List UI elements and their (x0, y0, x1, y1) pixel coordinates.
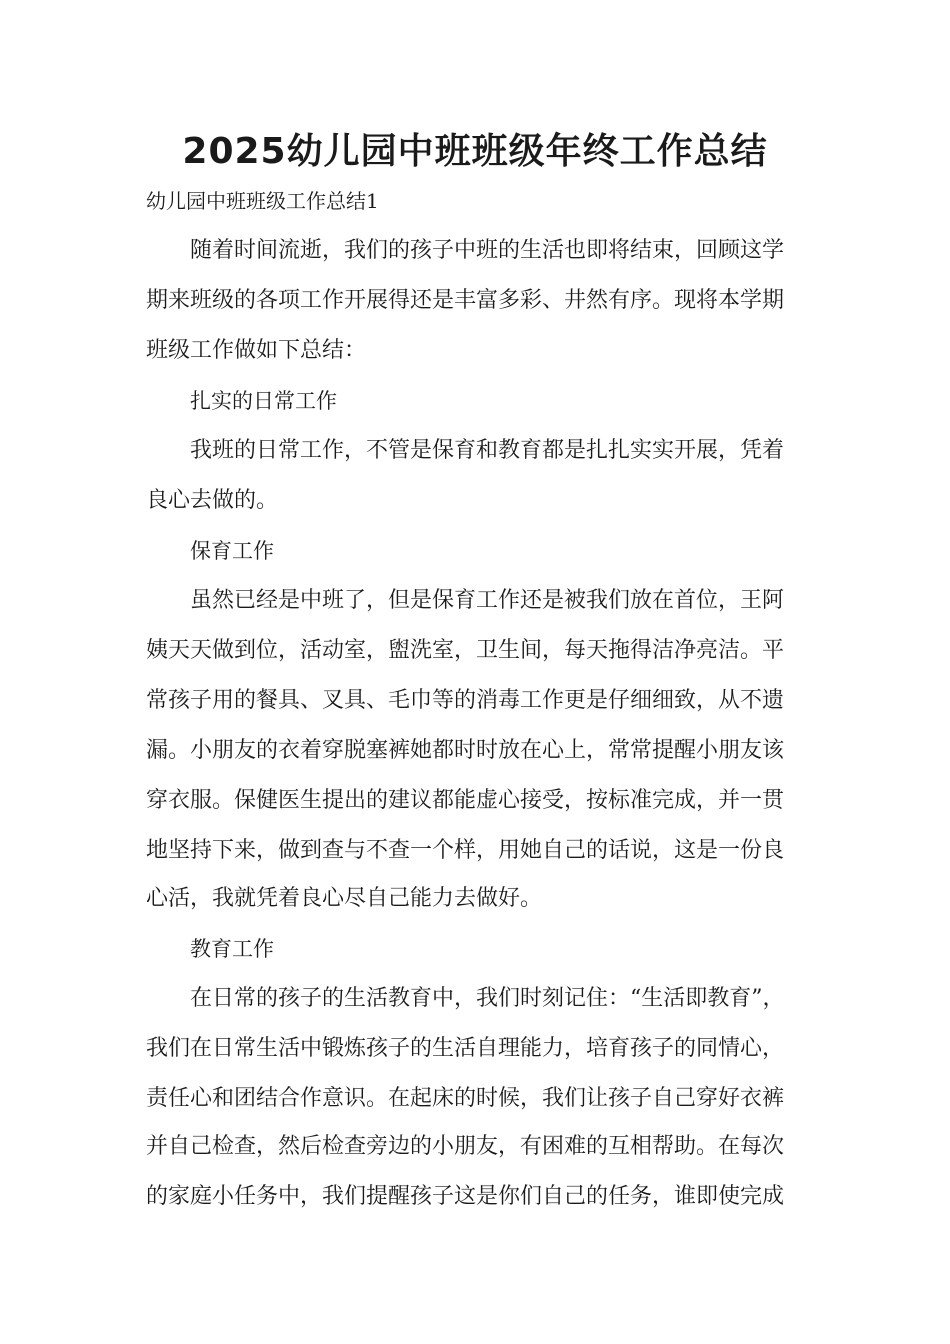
paragraph-line: 在日常的孩子的生活教育中，我们时刻记住：“生活即教育”， (190, 986, 785, 1011)
paragraph-line: 漏。小朋友的衣着穿脱塞裤她都时时放在心上，常常提醒小朋友该 (146, 738, 785, 763)
paragraph-line: 我们在日常生活中锻炼孩子的生活自理能力，培育孩子的同情心， (146, 1036, 785, 1061)
paragraph-line: 良心去做的。 (146, 488, 279, 513)
paragraph-line: 心活，我就凭着良心尽自己能力去做好。 (146, 886, 543, 911)
document-title: 2025幼儿园中班班级年终工作总结 (182, 131, 768, 172)
paragraph-line: 地坚持下来，做到查与不查一个样，用她自己的话说，这是一份良 (146, 838, 785, 863)
paragraph-line: 穿衣服。保健医生提出的建议都能虚心接受，按标准完成，并一贯 (146, 788, 785, 813)
paragraph-line: 姨天天做到位，活动室，盥洗室，卫生间，每天拖得洁净亮洁。平 (146, 638, 785, 663)
document-subtitle: 幼儿园中班班级工作总结1 (146, 189, 379, 213)
paragraph-line: 班级工作做如下总结： (146, 338, 367, 363)
section-heading: 扎实的日常工作 (190, 389, 337, 413)
paragraph-line: 常孩子用的餐具、叉具、毛巾等的消毒工作更是仔细细致，从不遗 (146, 688, 785, 713)
paragraph-line: 责任心和团结合作意识。在起床的时候，我们让孩子自己穿好衣裤 (146, 1086, 785, 1111)
paragraph-line: 期来班级的各项工作开展得还是丰富多彩、井然有序。现将本学期 (146, 288, 785, 313)
section-heading: 保育工作 (190, 539, 274, 563)
paragraph-line: 的家庭小任务中，我们提醒孩子这是你们自己的任务，谁即使完成 (146, 1184, 785, 1209)
section-heading: 教育工作 (190, 937, 274, 961)
paragraph-line: 我班的日常工作，不管是保育和教育都是扎扎实实开展，凭着 (190, 438, 785, 463)
paragraph-line: 虽然已经是中班了，但是保育工作还是被我们放在首位，王阿 (190, 588, 785, 613)
paragraph-line: 随着时间流逝，我们的孩子中班的生活也即将结束，回顾这学 (190, 238, 785, 263)
paragraph-line: 并自己检查，然后检查旁边的小朋友，有困难的互相帮助。在每次 (146, 1134, 785, 1159)
